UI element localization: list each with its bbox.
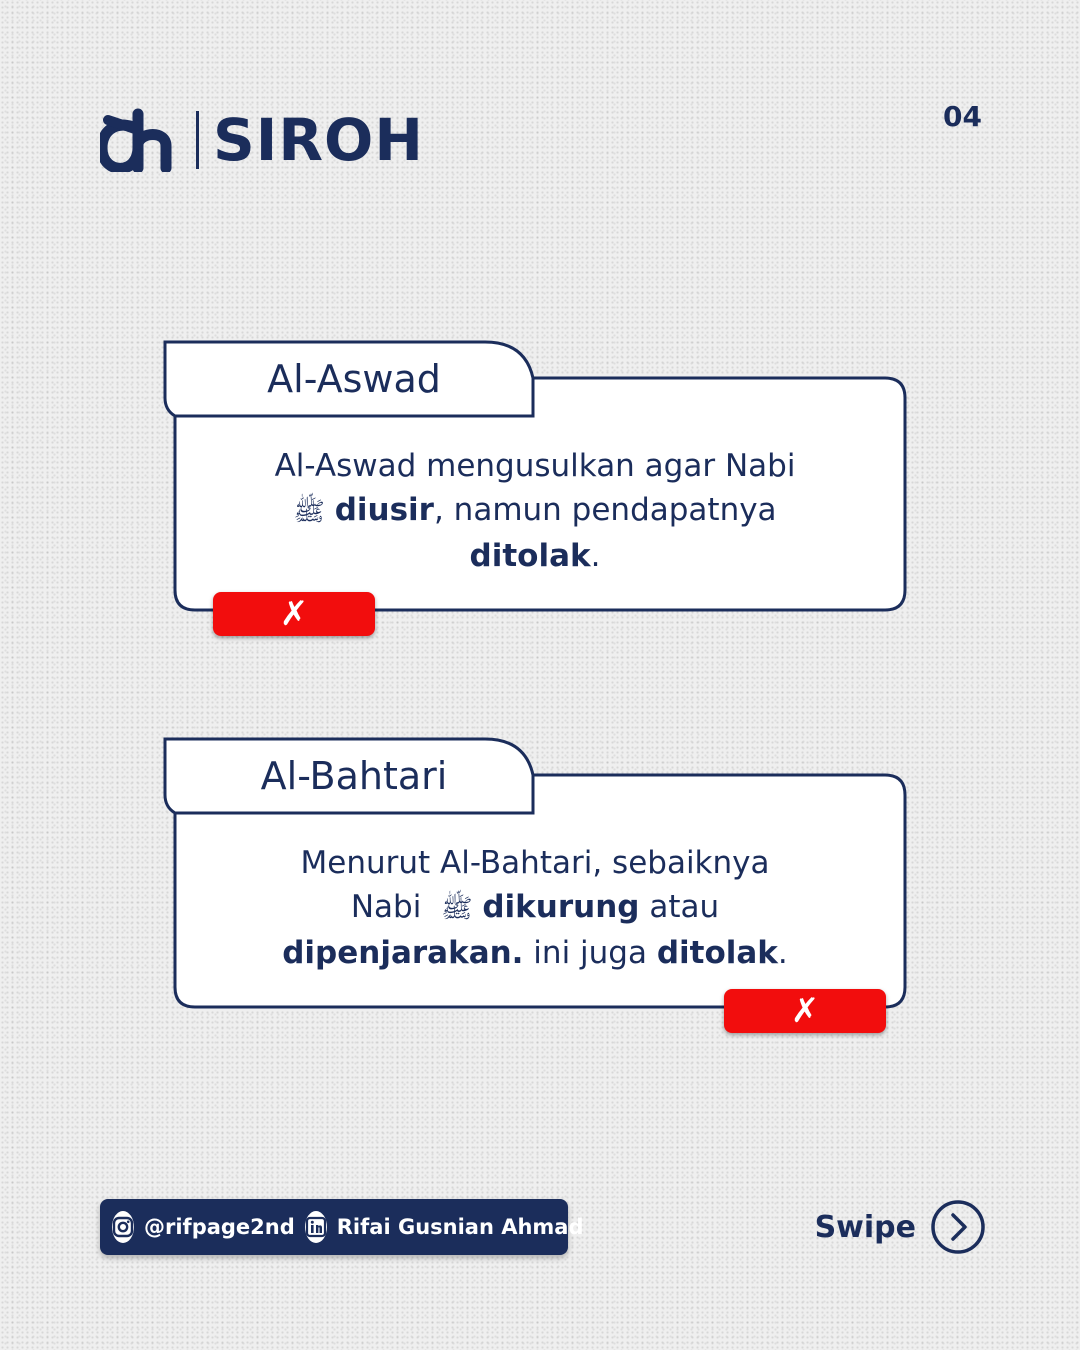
card-text-bold: dikurung — [482, 889, 640, 925]
chevron-right-icon[interactable] — [930, 1199, 986, 1255]
card-text-segment: . — [590, 538, 601, 574]
social-bar — [100, 1199, 584, 1255]
page-number: 04 — [943, 100, 982, 133]
brand-title: SIROH — [213, 106, 424, 174]
card-text-segment: , namun pendapatnya — [433, 492, 777, 528]
linkedin-name[interactable]: Rifai Gusnian Ahmad — [336, 1215, 584, 1239]
card-text-bold: dipenjarakan. — [282, 935, 524, 971]
card-title: Al-Bahtari — [260, 754, 448, 798]
cross-icon: ✗ — [279, 594, 309, 634]
card-text-segment: Al-Aswad mengusulkan agar Nabi — [274, 448, 796, 484]
card-text-segment: atau — [639, 889, 720, 925]
card-title: Al-Aswad — [267, 357, 441, 401]
cross-icon: ✗ — [790, 991, 820, 1031]
brand-logo-icon — [100, 108, 174, 172]
pbuh-symbol: ﷺ — [293, 497, 325, 527]
instagram-handle[interactable]: @rifpage2nd — [144, 1215, 295, 1239]
swipe-control[interactable] — [815, 1198, 986, 1256]
card-al-aswad — [165, 340, 905, 638]
reject-badge — [724, 989, 886, 1033]
card-text-segment: . — [777, 935, 788, 971]
pbuh-symbol: ﷺ — [441, 894, 473, 924]
card-text-bold: ditolak — [469, 538, 591, 574]
reject-badge — [213, 592, 375, 636]
linkedin-icon[interactable] — [305, 1211, 327, 1243]
card-body — [225, 444, 845, 578]
card-text-bold: ditolak — [656, 935, 778, 971]
card-body — [225, 841, 845, 975]
card-text-segment: Nabi — [350, 889, 422, 925]
header-divider — [196, 111, 199, 169]
card-text-segment: Menurut Al-Bahtari, sebaiknya — [300, 845, 770, 881]
card-al-bahtari — [165, 737, 905, 1035]
instagram-icon[interactable] — [112, 1211, 134, 1243]
card-text-bold: diusir — [334, 492, 434, 528]
header — [100, 108, 424, 172]
swipe-label[interactable]: Swipe — [814, 1209, 916, 1245]
card-text-segment: ini juga — [523, 935, 657, 971]
